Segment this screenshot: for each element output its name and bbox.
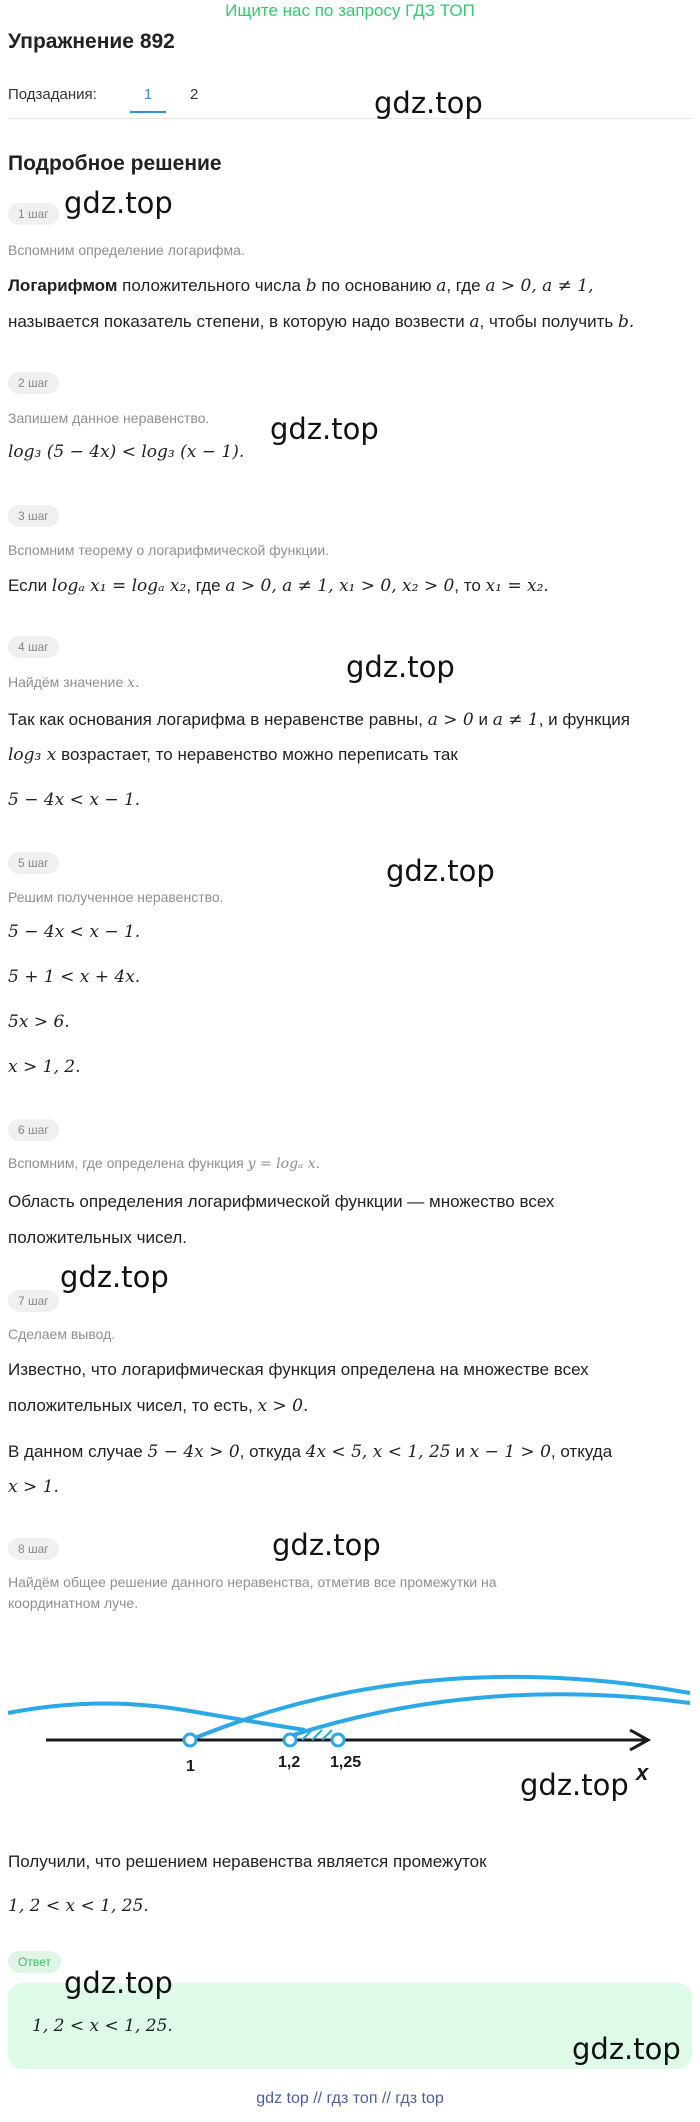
math-formula: 5x > 6. xyxy=(8,1012,70,1032)
text-part: , откуда xyxy=(239,1442,306,1461)
interval-arc-left xyxy=(8,1703,305,1730)
math-formula: 4x < 5, x < 1, 25 xyxy=(305,1442,451,1462)
step-badge: 6 шаг xyxy=(8,1119,59,1141)
step-badge: 3 шаг xyxy=(8,505,59,527)
watermark: gdz.top xyxy=(386,854,495,888)
step-text xyxy=(8,304,688,340)
subtask-tab-2[interactable]: 2 xyxy=(190,86,199,103)
math-formula: log₃ (5 − 4x) < log₃ (x − 1). xyxy=(8,442,245,462)
text-part: называется показатель степени, в которую надо возвести xyxy=(8,312,470,331)
step-badge: 8 шаг xyxy=(8,1538,59,1560)
step-badge: 7 шаг xyxy=(8,1290,59,1312)
step-text xyxy=(8,702,688,738)
watermark: gdz.top xyxy=(520,1768,629,1802)
step-hint: Вспомним определение логарифма. xyxy=(8,242,245,258)
text-part: по основанию xyxy=(316,276,437,295)
step-text: Известно, что логарифмическая функция определена на множестве всех xyxy=(8,1360,589,1379)
text-part: , чтобы получить xyxy=(479,312,619,331)
point-1-2 xyxy=(284,1734,296,1746)
subtask-tab-1[interactable]: 1 xyxy=(130,86,166,113)
math-formula: log₃ x xyxy=(8,745,57,765)
math-formula: x > 0. xyxy=(257,1396,309,1416)
math-formula: 1, 2 < x < 1, 25. xyxy=(8,1896,149,1916)
interval-arc-right xyxy=(190,1677,690,1740)
text-part: , и функция xyxy=(538,710,630,729)
math-formula: 5 + 1 < x + 4x. xyxy=(8,967,141,987)
point-1 xyxy=(184,1734,196,1746)
watermark: gdz.top xyxy=(374,86,483,120)
text-part: , откуда xyxy=(550,1442,613,1461)
step-badge: 4 шаг xyxy=(8,636,59,658)
step-hint: Сделаем вывод. xyxy=(8,1326,116,1342)
conclusion-text: Получили, что решением неравенства является промежуток xyxy=(8,1852,487,1871)
math-var: b xyxy=(305,276,317,296)
divider xyxy=(8,118,692,119)
text-part: возрастает, то неравенство можно переписать так xyxy=(56,745,458,764)
text-part: , где xyxy=(186,576,226,595)
step-text xyxy=(8,1388,688,1424)
point-1-25 xyxy=(332,1734,344,1746)
step-hint: координатном луче. xyxy=(8,1595,139,1611)
step-hint: Вспомним теорему о логарифмической функции. xyxy=(8,542,330,558)
math-formula: a > 0 xyxy=(427,710,474,730)
text-part: В данном случае xyxy=(8,1442,148,1461)
footer-links[interactable]: gdz top // гдз топ // гдз top xyxy=(256,2090,444,2107)
step-text xyxy=(8,268,688,304)
step-text: Область определения логарифмической функции — множество всех xyxy=(8,1192,555,1211)
text-part: , где xyxy=(446,276,486,295)
axis-label: x xyxy=(636,1760,649,1785)
step-badge: 5 шаг xyxy=(8,852,59,874)
answer-badge: Ответ xyxy=(8,1951,61,1973)
subtasks-label: Подзадания: xyxy=(8,86,97,103)
step-text xyxy=(8,568,688,604)
hint-text: Найдём значение xyxy=(8,674,128,690)
step-badge: 1 шаг xyxy=(8,203,59,225)
step-text xyxy=(8,1434,688,1470)
watermark: gdz.top xyxy=(346,650,455,684)
math-var: x. xyxy=(127,675,140,691)
math-formula: a > 0, a ≠ 1, xyxy=(485,276,594,296)
step-hint: Запишем данное неравенство. xyxy=(8,410,210,426)
step-hint: Найдём общее решение данного неравенства, отметив все промежутки на xyxy=(8,1574,497,1590)
math-formula: a > 0, a ≠ 1, x₁ > 0, x₂ > 0 xyxy=(225,576,455,596)
watermark: gdz.top xyxy=(60,1260,169,1294)
step-text xyxy=(8,737,688,773)
text-part: положительного числа xyxy=(117,276,306,295)
text-part: , то xyxy=(454,576,486,595)
search-banner: Ищите нас по запросу ГДЗ ТОП xyxy=(225,1,475,20)
answer-formula: 1, 2 < x < 1, 25. xyxy=(32,2016,173,2036)
watermark: gdz.top xyxy=(272,1528,381,1562)
math-formula: 5 − 4x > 0 xyxy=(147,1442,240,1462)
point-label: 1,2 xyxy=(278,1754,301,1771)
math-var: b. xyxy=(618,312,635,332)
text-part: положительных чисел, то есть, xyxy=(8,1396,258,1415)
watermark: gdz.top xyxy=(572,2032,681,2066)
step-badge: 2 шаг xyxy=(8,372,59,394)
section-title: Подробное решение xyxy=(8,152,222,175)
math-formula: x₁ = x₂. xyxy=(485,576,549,596)
point-label: 1 xyxy=(186,1758,195,1775)
math-formula: logₐ x₁ = logₐ x₂ xyxy=(51,576,187,596)
watermark: gdz.top xyxy=(270,412,379,446)
math-formula: a ≠ 1 xyxy=(492,710,539,730)
watermark: gdz.top xyxy=(64,1966,173,2000)
math-formula: x − 1 > 0 xyxy=(469,1442,551,1462)
math-formula: x > 1. xyxy=(8,1477,59,1497)
point-label: 1,25 xyxy=(330,1754,362,1771)
text-part: и xyxy=(450,1442,470,1461)
math-formula: 5 − 4x < x − 1. xyxy=(8,790,141,810)
math-var: a xyxy=(436,276,447,296)
step-hint xyxy=(8,1153,648,1174)
math-formula: x > 1, 2. xyxy=(8,1057,81,1077)
math-formula: y = logₐ x. xyxy=(247,1156,321,1172)
number-line-diagram xyxy=(0,1655,700,1785)
math-formula: 5 − 4x < x − 1. xyxy=(8,922,141,942)
text-part: Если xyxy=(8,576,52,595)
step-hint xyxy=(8,672,648,693)
interval-arc-right-2 xyxy=(290,1694,690,1736)
text-part: Так как основания логарифма в неравенстве равны, xyxy=(8,710,428,729)
term-bold: Логарифмом xyxy=(8,276,118,295)
hint-text: Вспомним, где определена функция xyxy=(8,1155,248,1171)
step-hint: Решим полученное неравенство. xyxy=(8,889,224,905)
page-title: Упражнение 892 xyxy=(8,30,175,53)
step-text: положительных чисел. xyxy=(8,1228,188,1247)
watermark: gdz.top xyxy=(64,186,173,220)
math-var: a xyxy=(469,312,480,332)
text-part: и xyxy=(473,710,493,729)
